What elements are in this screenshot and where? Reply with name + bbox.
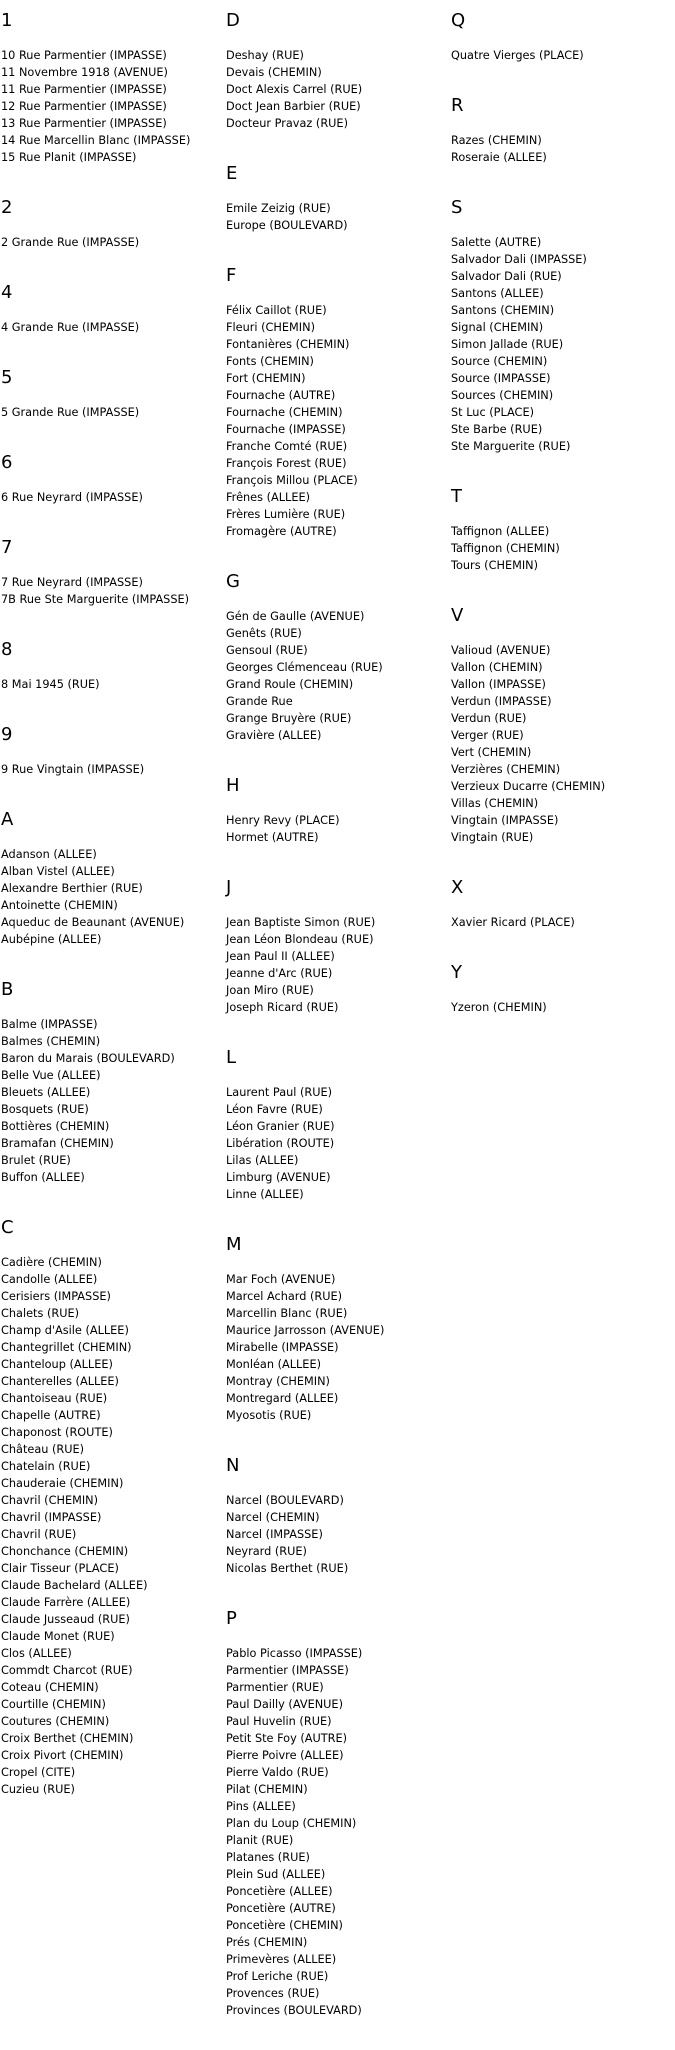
street-link[interactable]: Balmes (CHEMIN) [1,1035,101,1048]
street-link[interactable]: Claude Monet (RUE) [1,1630,115,1643]
letter-section [1,537,221,608]
street-list [226,1084,446,1203]
street-link[interactable]: 13 Rue Parmentier (IMPASSE) [1,117,167,130]
street-link[interactable]: Gravière (ALLEE) [226,729,322,742]
street-link[interactable]: Europe (BOULEVARD) [226,219,348,232]
street-link[interactable]: Valioud (AVENUE) [451,644,551,657]
street-link[interactable]: Doct Jean Barbier (RUE) [226,100,361,113]
street-link[interactable]: Léon Favre (RUE) [226,1103,323,1116]
section-heading: 2 [1,197,13,218]
section-heading: A [1,809,14,830]
section-heading: 5 [1,367,13,388]
street-link[interactable]: Baron du Marais (BOULEVARD) [1,1052,175,1065]
street-link[interactable]: 11 Rue Parmentier (IMPASSE) [1,83,167,96]
street-link[interactable]: Paul Huvelin (RUE) [226,1715,332,1728]
street-link[interactable]: Nicolas Berthet (RUE) [226,1562,349,1575]
street-link[interactable]: Bosquets (RUE) [1,1103,89,1116]
section-heading: 8 [1,639,13,660]
street-link[interactable]: Montray (CHEMIN) [226,1375,330,1388]
street-list [451,132,671,166]
street-link[interactable]: Plan du Loup (CHEMIN) [226,1817,357,1830]
street-list [1,846,221,948]
section-heading: S [451,197,463,218]
street-link[interactable]: Genêts (RUE) [226,627,302,640]
street-link[interactable]: Brulet (RUE) [1,1154,71,1167]
street-link[interactable]: Santons (CHEMIN) [451,304,555,317]
street-link[interactable]: Clos (ALLEE) [1,1647,72,1660]
street-link[interactable]: Pins (ALLEE) [226,1800,296,1813]
street-link[interactable]: Château (RUE) [1,1443,85,1456]
street-column-3 [451,10,671,1047]
street-link[interactable]: Fromagère (AUTRE) [226,525,337,538]
street-link[interactable]: Libération (ROUTE) [226,1137,335,1150]
street-link[interactable]: Fontanières (CHEMIN) [226,338,350,351]
street-link[interactable]: Chantoiseau (RUE) [1,1392,108,1405]
street-link[interactable]: Jean Baptiste Simon (RUE) [226,916,376,929]
street-list [451,523,671,574]
letter-section [1,809,221,948]
street-link[interactable]: Signal (CHEMIN) [451,321,544,334]
street-link[interactable]: Aubépine (ALLEE) [1,933,102,946]
street-link[interactable]: Champ d'Asile (ALLEE) [1,1324,129,1337]
street-link[interactable]: Monléan (ALLEE) [226,1358,321,1371]
street-link[interactable]: Coteau (CHEMIN) [1,1681,99,1694]
street-link[interactable]: Grange Bruyère (RUE) [226,712,352,725]
street-link[interactable]: Pablo Picasso (IMPASSE) [226,1647,363,1660]
street-link[interactable]: Alexandre Berthier (RUE) [1,882,143,895]
street-link[interactable]: 2 Grande Rue (IMPASSE) [1,236,140,249]
street-link[interactable]: Verzières (CHEMIN) [451,763,561,776]
street-link[interactable]: Razes (CHEMIN) [451,134,542,147]
section-heading: V [451,605,464,626]
street-link[interactable]: Fleuri (CHEMIN) [226,321,315,334]
street-link[interactable]: Fort (CHEMIN) [226,372,306,385]
street-link[interactable]: Joan Miro (RUE) [226,984,314,997]
street-link[interactable]: Simon Jallade (RUE) [451,338,564,351]
street-link[interactable]: Croix Pivort (CHEMIN) [1,1749,124,1762]
street-link[interactable]: Poncetière (AUTRE) [226,1902,336,1915]
street-link[interactable]: Georges Clémenceau (RUE) [226,661,383,674]
section-heading: P [226,1608,237,1629]
street-link[interactable]: Vallon (CHEMIN) [451,661,543,674]
street-link[interactable]: Provinces (BOULEVARD) [226,2004,362,2017]
street-list [1,676,221,693]
street-link[interactable]: Narcel (IMPASSE) [226,1528,323,1541]
letter-section [1,639,221,693]
street-link[interactable]: Chanteloup (ALLEE) [1,1358,113,1371]
street-link[interactable]: Aqueduc de Beaunant (AVENUE) [1,916,185,929]
street-link[interactable]: Chalets (RUE) [1,1307,80,1320]
street-list [1,489,221,506]
street-link[interactable]: Belle Vue (ALLEE) [1,1069,101,1082]
street-link[interactable]: Jean Léon Blondeau (RUE) [226,933,374,946]
street-list [1,234,221,251]
street-list [451,47,671,64]
letter-section [226,10,446,132]
section-heading: B [1,979,14,1000]
street-link[interactable]: Joseph Ricard (RUE) [226,1001,339,1014]
street-link[interactable]: Jeanne d'Arc (RUE) [226,967,333,980]
street-link[interactable]: Cerisiers (IMPASSE) [1,1290,111,1303]
street-list [1,47,221,166]
street-link[interactable]: Vingtain (IMPASSE) [451,814,559,827]
section-heading: 9 [1,724,13,745]
letter-section [451,962,671,1016]
letter-section [1,282,221,336]
section-heading: 6 [1,452,13,473]
street-link[interactable]: Coutures (CHEMIN) [1,1715,110,1728]
street-link[interactable]: François Millou (PLACE) [226,474,358,487]
street-link[interactable]: Grande Rue [226,695,293,708]
street-link[interactable]: François Forest (RUE) [226,457,347,470]
street-link[interactable]: Sources (CHEMIN) [451,389,554,402]
letter-section [1,10,221,166]
street-link[interactable]: 6 Rue Neyrard (IMPASSE) [1,491,143,504]
street-link[interactable]: Xavier Ricard (PLACE) [451,916,575,929]
street-link[interactable]: Chavril (CHEMIN) [1,1494,99,1507]
street-link[interactable]: 7 Rue Neyrard (IMPASSE) [1,576,143,589]
section-heading: D [226,10,240,31]
street-list [226,302,446,540]
street-list [1,574,221,608]
street-link[interactable]: Laurent Paul (RUE) [226,1086,333,1099]
street-list [226,812,446,846]
section-heading: N [226,1455,240,1476]
street-link[interactable]: Myosotis (RUE) [226,1409,312,1422]
street-link[interactable]: Ste Marguerite (RUE) [451,440,571,453]
street-link[interactable]: Narcel (BOULEVARD) [226,1494,344,1507]
letter-section [1,979,221,1186]
street-link[interactable]: Pierre Poivre (ALLEE) [226,1749,344,1762]
street-list [226,608,446,744]
street-link[interactable]: Ste Barbe (RUE) [451,423,543,436]
street-link[interactable]: Chantegrillet (CHEMIN) [1,1341,132,1354]
street-link[interactable]: 12 Rue Parmentier (IMPASSE) [1,100,167,113]
section-heading: F [226,265,237,286]
street-list [1,1016,221,1186]
street-link[interactable]: Verdun (IMPASSE) [451,695,552,708]
street-link[interactable]: Commdt Charcot (RUE) [1,1664,133,1677]
street-link[interactable]: Marcellin Blanc (RUE) [226,1307,348,1320]
street-link[interactable]: Prof Leriche (RUE) [226,1970,329,1983]
section-heading: L [226,1047,237,1068]
street-link[interactable]: Pierre Valdo (RUE) [226,1766,329,1779]
street-link[interactable]: Candolle (ALLEE) [1,1273,98,1286]
street-link[interactable]: Emile Zeizig (RUE) [226,202,331,215]
street-link[interactable]: Platanes (RUE) [226,1851,310,1864]
street-link[interactable]: Cropel (CITE) [1,1766,76,1779]
street-link[interactable]: Chavril (IMPASSE) [1,1511,102,1524]
street-link[interactable]: Prés (CHEMIN) [226,1936,308,1949]
street-link[interactable]: Chauderaie (CHEMIN) [1,1477,124,1490]
street-link[interactable]: Cadière (CHEMIN) [1,1256,102,1269]
section-heading: X [451,877,464,898]
section-heading: M [226,1234,242,1255]
street-link[interactable]: Chatelain (RUE) [1,1460,91,1473]
street-link[interactable]: Salvador Dali (RUE) [451,270,562,283]
street-link[interactable]: Chapelle (AUTRE) [1,1409,101,1422]
street-link[interactable]: Balme (IMPASSE) [1,1018,98,1031]
street-link[interactable]: Vert (CHEMIN) [451,746,532,759]
street-link[interactable]: Petit Ste Foy (AUTRE) [226,1732,348,1745]
street-link[interactable]: 4 Grande Rue (IMPASSE) [1,321,140,334]
street-link[interactable]: Deshay (RUE) [226,49,304,62]
street-link[interactable]: St Luc (PLACE) [451,406,534,419]
street-link[interactable]: Vallon (IMPASSE) [451,678,546,691]
section-heading: T [451,486,462,507]
letter-section [451,197,671,455]
street-link[interactable]: Buffon (ALLEE) [1,1171,85,1184]
street-link[interactable]: Docteur Pravaz (RUE) [226,117,348,130]
street-link[interactable]: Fournache (IMPASSE) [226,423,346,436]
letter-section [226,1047,446,1203]
street-link[interactable]: Adanson (ALLEE) [1,848,97,861]
street-link[interactable]: Planit (RUE) [226,1834,294,1847]
street-list [451,234,671,455]
street-link[interactable]: 14 Rue Marcellin Blanc (IMPASSE) [1,134,191,147]
street-list [226,1492,446,1577]
letter-section [451,605,671,846]
street-link[interactable]: Devais (CHEMIN) [226,66,322,79]
section-heading: R [451,95,464,116]
street-link[interactable]: Maurice Jarrosson (AVENUE) [226,1324,385,1337]
street-link[interactable]: Frères Lumière (RUE) [226,508,346,521]
street-link[interactable]: Chaponost (ROUTE) [1,1426,113,1439]
section-heading: 1 [1,10,13,31]
street-link[interactable]: Neyrard (RUE) [226,1545,307,1558]
street-list [1,319,221,336]
street-link[interactable]: Villas (CHEMIN) [451,797,539,810]
street-link[interactable]: Fournache (CHEMIN) [226,406,343,419]
street-link[interactable]: Salette (AUTRE) [451,236,542,249]
street-link[interactable]: Bottières (CHEMIN) [1,1120,110,1133]
street-link[interactable]: Claude Bachelard (ALLEE) [1,1579,148,1592]
street-link[interactable]: Claude Jusseaud (RUE) [1,1613,130,1626]
letter-section [1,367,221,421]
street-link[interactable]: Verdun (RUE) [451,712,527,725]
letter-section [451,877,671,931]
street-link[interactable]: Verger (RUE) [451,729,524,742]
street-link[interactable]: Montregard (ALLEE) [226,1392,339,1405]
street-link[interactable]: Pilat (CHEMIN) [226,1783,308,1796]
street-link[interactable]: Doct Alexis Carrel (RUE) [226,83,363,96]
street-list [226,1645,446,2019]
section-heading: J [226,877,232,898]
street-link[interactable]: Source (CHEMIN) [451,355,548,368]
section-heading: 7 [1,537,13,558]
street-link[interactable]: Taffignon (ALLEE) [451,525,550,538]
section-heading: H [226,775,240,796]
street-link[interactable]: Fonts (CHEMIN) [226,355,314,368]
street-link[interactable]: 15 Rue Planit (IMPASSE) [1,151,137,164]
street-link[interactable]: Verzieux Ducarre (CHEMIN) [451,780,606,793]
street-link[interactable]: Clair Tisseur (PLACE) [1,1562,119,1575]
street-list [451,642,671,846]
street-link[interactable]: Bleuets (ALLEE) [1,1086,91,1099]
street-link[interactable]: Narcel (CHEMIN) [226,1511,320,1524]
street-link[interactable]: 5 Grande Rue (IMPASSE) [1,406,140,419]
street-link[interactable]: Chonchance (CHEMIN) [1,1545,129,1558]
street-link[interactable]: 8 Mai 1945 (RUE) [1,678,100,691]
street-link[interactable]: Taffignon (CHEMIN) [451,542,560,555]
section-heading: Q [451,10,466,31]
street-column-2 [226,10,446,2050]
street-link[interactable]: Courtille (CHEMIN) [1,1698,106,1711]
street-link[interactable]: Chanterelles (ALLEE) [1,1375,119,1388]
street-link[interactable]: Paul Dailly (AVENUE) [226,1698,343,1711]
street-link[interactable]: Croix Berthet (CHEMIN) [1,1732,134,1745]
street-list [451,999,671,1016]
section-heading: C [1,1217,14,1238]
section-heading: Y [451,962,462,983]
street-link[interactable]: Primevères (ALLEE) [226,1953,337,1966]
street-link[interactable]: Henry Revy (PLACE) [226,814,340,827]
street-link[interactable]: Fournache (AUTRE) [226,389,336,402]
letter-section [226,1608,446,2019]
street-link[interactable]: Marcel Achard (RUE) [226,1290,343,1303]
street-list [226,47,446,132]
section-heading: G [226,571,240,592]
street-link[interactable]: Chavril (RUE) [1,1528,77,1541]
letter-section [1,452,221,506]
street-link[interactable]: Yzeron (CHEMIN) [451,1001,547,1014]
street-list [226,200,446,234]
street-link[interactable]: Frênes (ALLEE) [226,491,311,504]
letter-section [226,1234,446,1424]
street-link[interactable]: Linne (ALLEE) [226,1188,304,1201]
street-link[interactable]: Tours (CHEMIN) [451,559,539,572]
letter-section [451,486,671,574]
street-link[interactable]: Claude Farrère (ALLEE) [1,1596,131,1609]
letter-section [451,10,671,64]
letter-section [451,95,671,166]
street-link[interactable]: Parmentier (RUE) [226,1681,324,1694]
letter-section [1,724,221,778]
street-link[interactable]: 7B Rue Ste Marguerite (IMPASSE) [1,593,190,606]
street-link[interactable]: Lilas (ALLEE) [226,1154,299,1167]
section-heading: E [226,163,238,184]
street-link[interactable]: Cuzieu (RUE) [1,1783,75,1796]
street-list [451,914,671,931]
street-link[interactable]: Quatre Vierges (PLACE) [451,49,584,62]
street-link[interactable]: Félix Caillot (RUE) [226,304,327,317]
street-link[interactable]: Vingtain (RUE) [451,831,534,844]
street-list [1,404,221,421]
street-link[interactable]: Gén de Gaulle (AVENUE) [226,610,365,623]
street-link[interactable]: Bramafan (CHEMIN) [1,1137,114,1150]
letter-section [226,775,446,846]
street-link[interactable]: Alban Vistel (ALLEE) [1,865,115,878]
street-link[interactable]: Hormet (AUTRE) [226,831,319,844]
street-link[interactable]: Poncetière (CHEMIN) [226,1919,343,1932]
street-link[interactable]: Franche Comté (RUE) [226,440,348,453]
street-link[interactable]: Grand Roule (CHEMIN) [226,678,354,691]
letter-section [226,1455,446,1577]
street-link[interactable]: Santons (ALLEE) [451,287,544,300]
street-list [1,761,221,778]
street-link[interactable]: 11 Novembre 1918 (AVENUE) [1,66,168,79]
street-link[interactable]: 10 Rue Parmentier (IMPASSE) [1,49,167,62]
street-link[interactable]: Source (IMPASSE) [451,372,551,385]
letter-section [1,1217,221,1798]
street-list [226,1271,446,1424]
letter-section [226,571,446,744]
letter-section [1,197,221,251]
street-list [226,914,446,1016]
street-link[interactable]: Roseraie (ALLEE) [451,151,547,164]
street-link[interactable]: Jean Paul II (ALLEE) [226,950,335,963]
street-link[interactable]: Provences (RUE) [226,1987,320,2000]
street-column-1 [1,10,221,1829]
street-link[interactable]: Poncetière (ALLEE) [226,1885,333,1898]
street-link[interactable]: Parmentier (IMPASSE) [226,1664,349,1677]
street-link[interactable]: Plein Sud (ALLEE) [226,1868,326,1881]
street-link[interactable]: Salvador Dali (IMPASSE) [451,253,587,266]
letter-section [226,163,446,234]
street-link[interactable]: Antoinette (CHEMIN) [1,899,118,912]
street-link[interactable]: Mirabelle (IMPASSE) [226,1341,339,1354]
street-link[interactable]: Mar Foch (AVENUE) [226,1273,336,1286]
street-link[interactable]: 9 Rue Vingtain (IMPASSE) [1,763,145,776]
section-heading: 4 [1,282,13,303]
street-link[interactable]: Limburg (AVENUE) [226,1171,331,1184]
street-link[interactable]: Léon Granier (RUE) [226,1120,335,1133]
letter-section [226,265,446,540]
letter-section [226,877,446,1016]
street-list [1,1254,221,1798]
street-link[interactable]: Gensoul (RUE) [226,644,308,657]
